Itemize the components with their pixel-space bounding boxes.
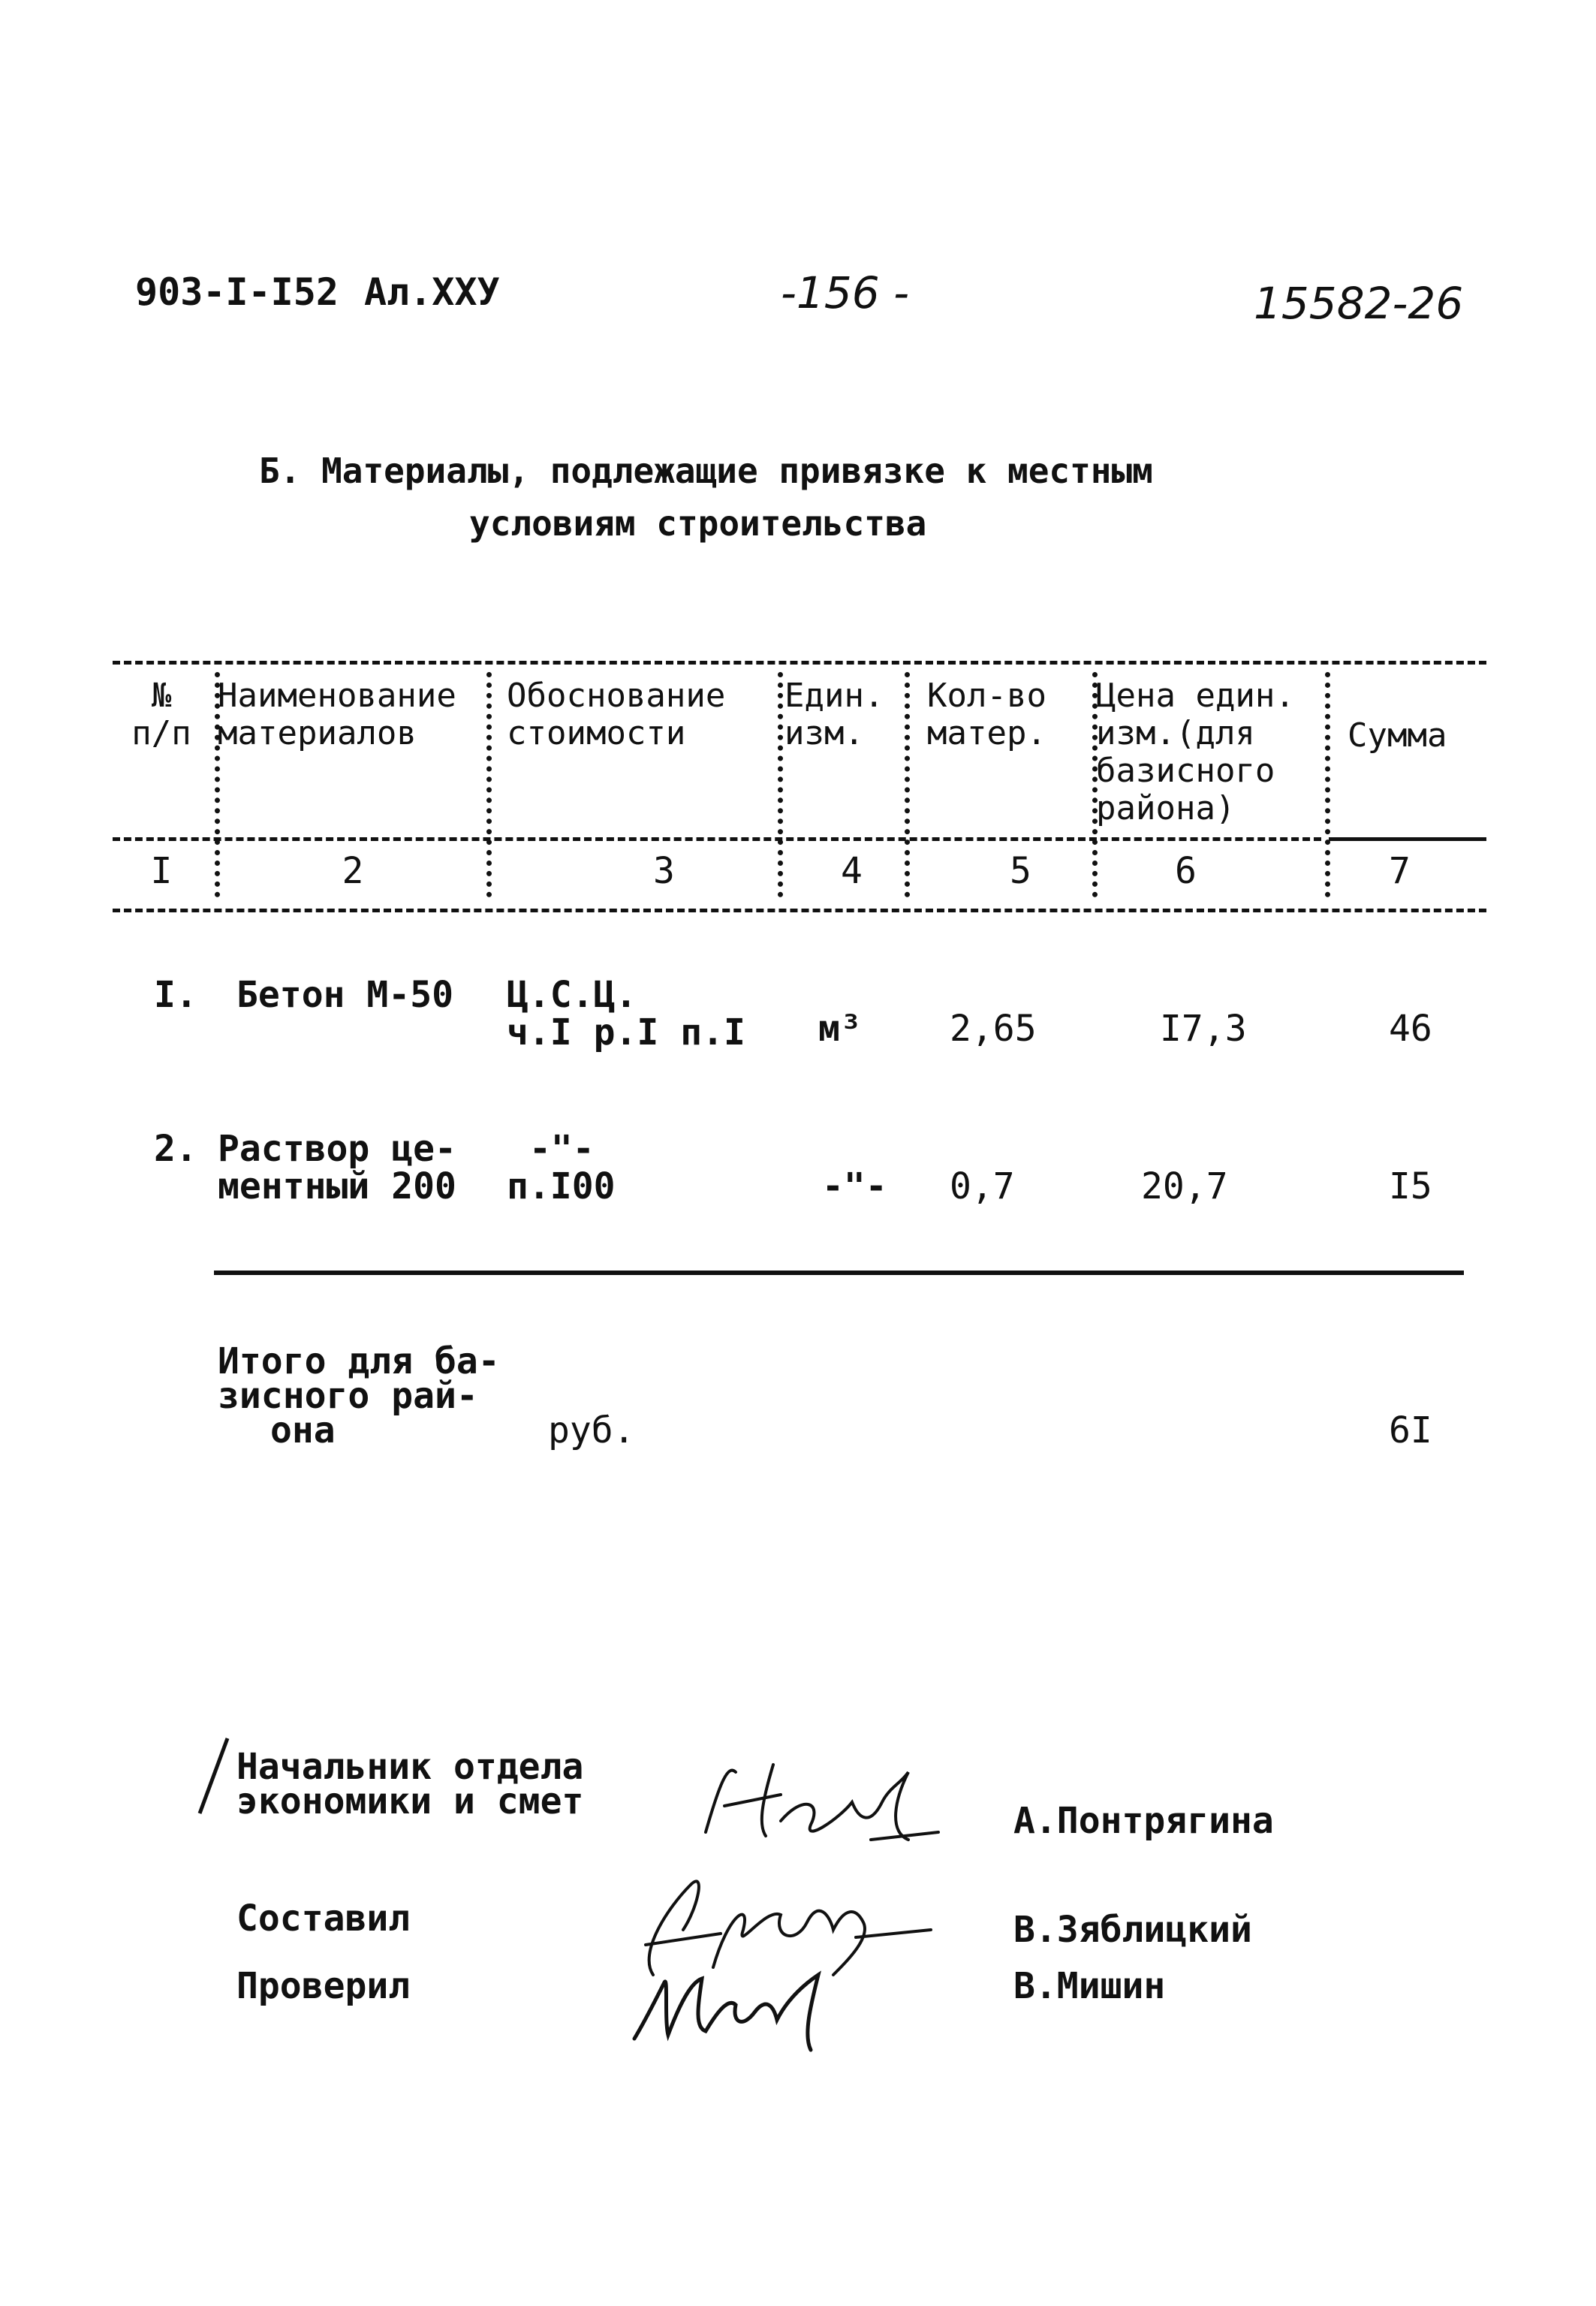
col-sep-2: [486, 672, 492, 897]
row2-sum: I5: [1389, 1165, 1432, 1207]
section-title-line2: условиям строительства: [469, 503, 927, 544]
row2-qty: 0,7: [950, 1165, 1015, 1207]
table-header-rule: [113, 837, 1321, 841]
col-sep-3: [778, 672, 783, 897]
table-header-rule-sum: [1329, 837, 1486, 841]
header-col-name: Наименование материалов: [218, 677, 456, 752]
row2-basis: -"- п.I00: [507, 1128, 616, 1207]
row1-num: I.: [154, 974, 197, 1016]
album-number: Ал.XXУ: [364, 270, 500, 314]
row1-unit: м³: [818, 1008, 862, 1050]
signature-3: [623, 1952, 863, 2060]
col-sep-6: [1325, 672, 1330, 897]
colnum-7: 7: [1389, 850, 1411, 892]
header-col-sum: Сумма: [1348, 716, 1447, 755]
row1-name: Бетон М-50: [236, 974, 453, 1016]
row1-price: I7,3: [1160, 1008, 1247, 1050]
signer2-role: Составил: [236, 1898, 411, 1940]
slash-mark: [194, 1735, 231, 1820]
colnum-4: 4: [841, 850, 863, 892]
section-title-line1: Б. Материалы, подлежащие привязке к местным: [259, 451, 1153, 491]
row2-num: 2.: [154, 1128, 197, 1170]
header-col-qty: Кол-во матер.: [927, 677, 1046, 752]
total-label: Итого для ба- зисного рай- она: [218, 1340, 500, 1451]
header-col-unit: Един. изм.: [784, 677, 884, 752]
total-sum: 6I: [1389, 1409, 1432, 1451]
table-colnum-rule: [113, 909, 1486, 912]
colnum-5: 5: [1010, 850, 1031, 892]
row2-unit: -"-: [822, 1165, 887, 1207]
document-number: 15582-26: [1254, 278, 1464, 329]
row2-name: Раствор це- ментный 200: [218, 1128, 456, 1207]
table-top-rule: [113, 661, 1486, 665]
row1-qty: 2,65: [950, 1008, 1037, 1050]
signer3-role: Проверил: [236, 1965, 411, 2007]
colnum-1: I: [150, 850, 173, 892]
colnum-2: 2: [342, 850, 364, 892]
colnum-6: 6: [1175, 850, 1197, 892]
header-col-num: № п/п: [131, 677, 191, 752]
colnum-3: 3: [653, 850, 675, 892]
col-sep-4: [905, 672, 910, 897]
total-unit: руб.: [548, 1409, 635, 1451]
total-rule: [214, 1271, 1464, 1275]
page-number: -156 -: [781, 267, 909, 318]
signer2-name: В.Зяблицкий: [1013, 1909, 1252, 1951]
signer3-name: В.Мишин: [1013, 1965, 1166, 2007]
header-col-basis: Обоснование стоимости: [507, 677, 726, 752]
signature-1: [691, 1750, 946, 1865]
signer1-role: Начальник отдела экономики и смет: [236, 1746, 584, 1822]
row2-price: 20,7: [1141, 1165, 1228, 1207]
header-col-price: Цена един. изм.(для базисного района): [1096, 677, 1295, 827]
row1-basis: Ц.С.Ц. ч.I р.I п.I: [507, 974, 745, 1054]
row1-sum: 46: [1389, 1008, 1432, 1050]
document-code: 903-I-I52: [135, 270, 339, 314]
signer1-name: А.Понтрягина: [1013, 1800, 1274, 1842]
